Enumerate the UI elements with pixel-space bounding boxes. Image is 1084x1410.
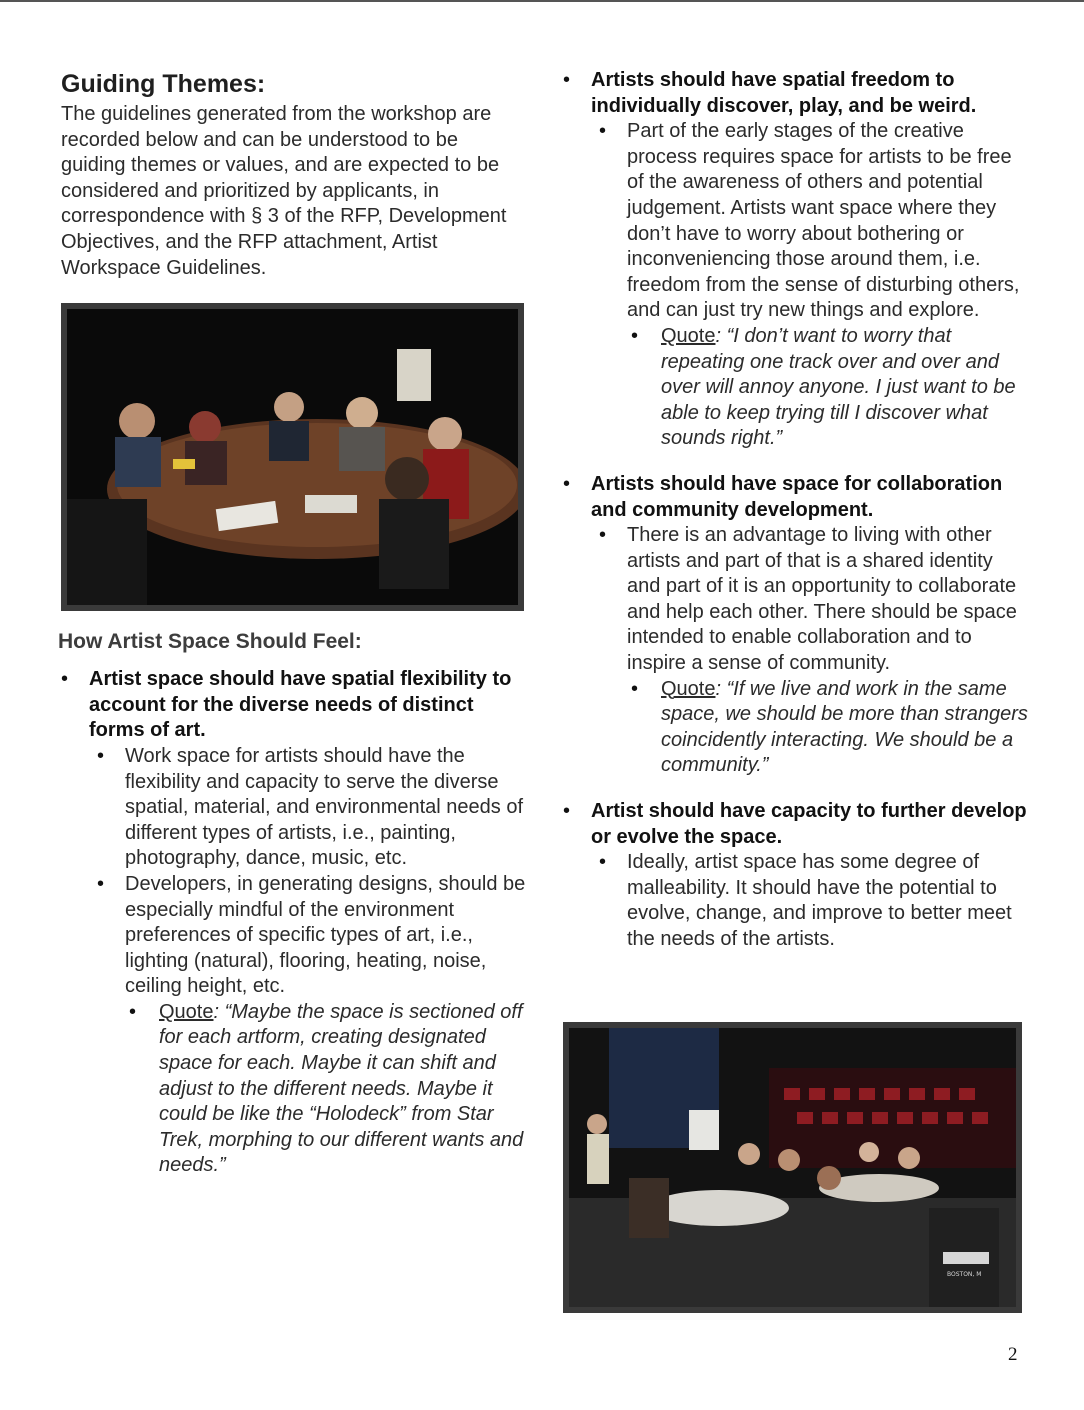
list-item xyxy=(89,744,526,872)
quote-text: : “If we live and work in the same space, we should be more than strangers coincidently interacting. We should be a community.” xyxy=(661,677,1028,777)
how-space-should-feel-title: How Artist Space Should Feel: xyxy=(58,630,362,654)
list-item xyxy=(563,68,1029,452)
shirt-text: BOSTON, M xyxy=(947,1271,982,1278)
quote-label: Quote xyxy=(661,324,716,347)
workshop-photo-round-table xyxy=(61,303,524,611)
theater-workshop-illustration xyxy=(569,1028,1016,1307)
theme-heading: Artists should have spatial freedom to individually discover, play, and be weird. xyxy=(591,69,977,117)
quote-item xyxy=(627,324,1029,452)
quote-label: Quote xyxy=(159,1000,214,1023)
list-item xyxy=(591,850,1029,952)
theme-heading: Artist should have capacity to further develop or evolve the space. xyxy=(591,800,1027,848)
list-item xyxy=(563,472,1029,779)
list-item xyxy=(591,119,1029,452)
theme-detail: Part of the early stages of the creative process requires space for artists to be free of the awareness of others and potential judgement. Artists want space where they don’t have to worry about bothering or inconveniencing those around them, i.e. freedom from the sense of disturbing others, and can just try new things and explore. xyxy=(627,120,1020,322)
top-rule xyxy=(0,0,1084,2)
round-table-illustration xyxy=(67,309,518,605)
quote-item xyxy=(125,1000,526,1179)
feel-list-right xyxy=(563,68,1029,953)
list-item xyxy=(591,523,1029,779)
workshop-photo-theater xyxy=(563,1022,1022,1313)
theme-heading: Artist space should have spatial flexibility to account for the diverse needs of distinct forms of art. xyxy=(89,668,512,742)
right-column xyxy=(563,68,1029,953)
list-item xyxy=(563,799,1029,953)
theme-detail: There is an advantage to living with other artists and part of that is a shared identity and part of it is an opportunity to collaborate and help each other. There should be space intended to enable collaboration and to inspire a sense of community. xyxy=(627,524,1017,675)
quote-item xyxy=(627,677,1029,779)
page-number: 2 xyxy=(1008,1344,1018,1365)
theme-heading: Artists should have space for collaboration and community development. xyxy=(591,472,1003,521)
theme-detail: Developers, in generating designs, should be especially mindful of the environment preferences of specific types of art, i.e., lighting (natural), flooring, heating, noise, ceiling height, etc. xyxy=(125,872,526,998)
quote-text: : “I don’t want to worry that repeating one track over and over and over will annoy anyone. I just want to be able to keep trying till I discover what sounds right.” xyxy=(661,324,1016,450)
list-item xyxy=(89,872,526,1179)
quote-text: : “Maybe the space is sectioned off for each artform, creating designated space for each. Maybe it can shift and adjust to the different needs. Maybe it could be like the “Holodeck” from Star Trek, morphing to our different wants and needs.” xyxy=(159,1000,524,1177)
quote-label: Quote xyxy=(661,677,716,700)
guiding-themes-title: Guiding Themes: xyxy=(61,70,266,98)
guiding-themes-intro: The guidelines generated from the workshop are recorded below and can be understood to be guiding themes or values, and are expected to be considered and prioritized by applicants, in correspondence with § 3 of the RFP, Development Objectives, and the RFP attachment, Artist Workspace Guidelines. xyxy=(61,103,507,279)
left-column xyxy=(58,68,526,1179)
theme-detail: Work space for artists should have the flexibility and capacity to serve the diverse spatial, material, and environmental needs of different types of artists, i.e., painting, photography, dance, music, etc. xyxy=(125,744,524,870)
list-item xyxy=(61,667,526,1179)
theme-detail: Ideally, artist space has some degree of malleability. It should have the potential to evolve, change, and improve to better meet the needs of the artists. xyxy=(627,851,1012,950)
feel-list-left xyxy=(61,667,526,1179)
